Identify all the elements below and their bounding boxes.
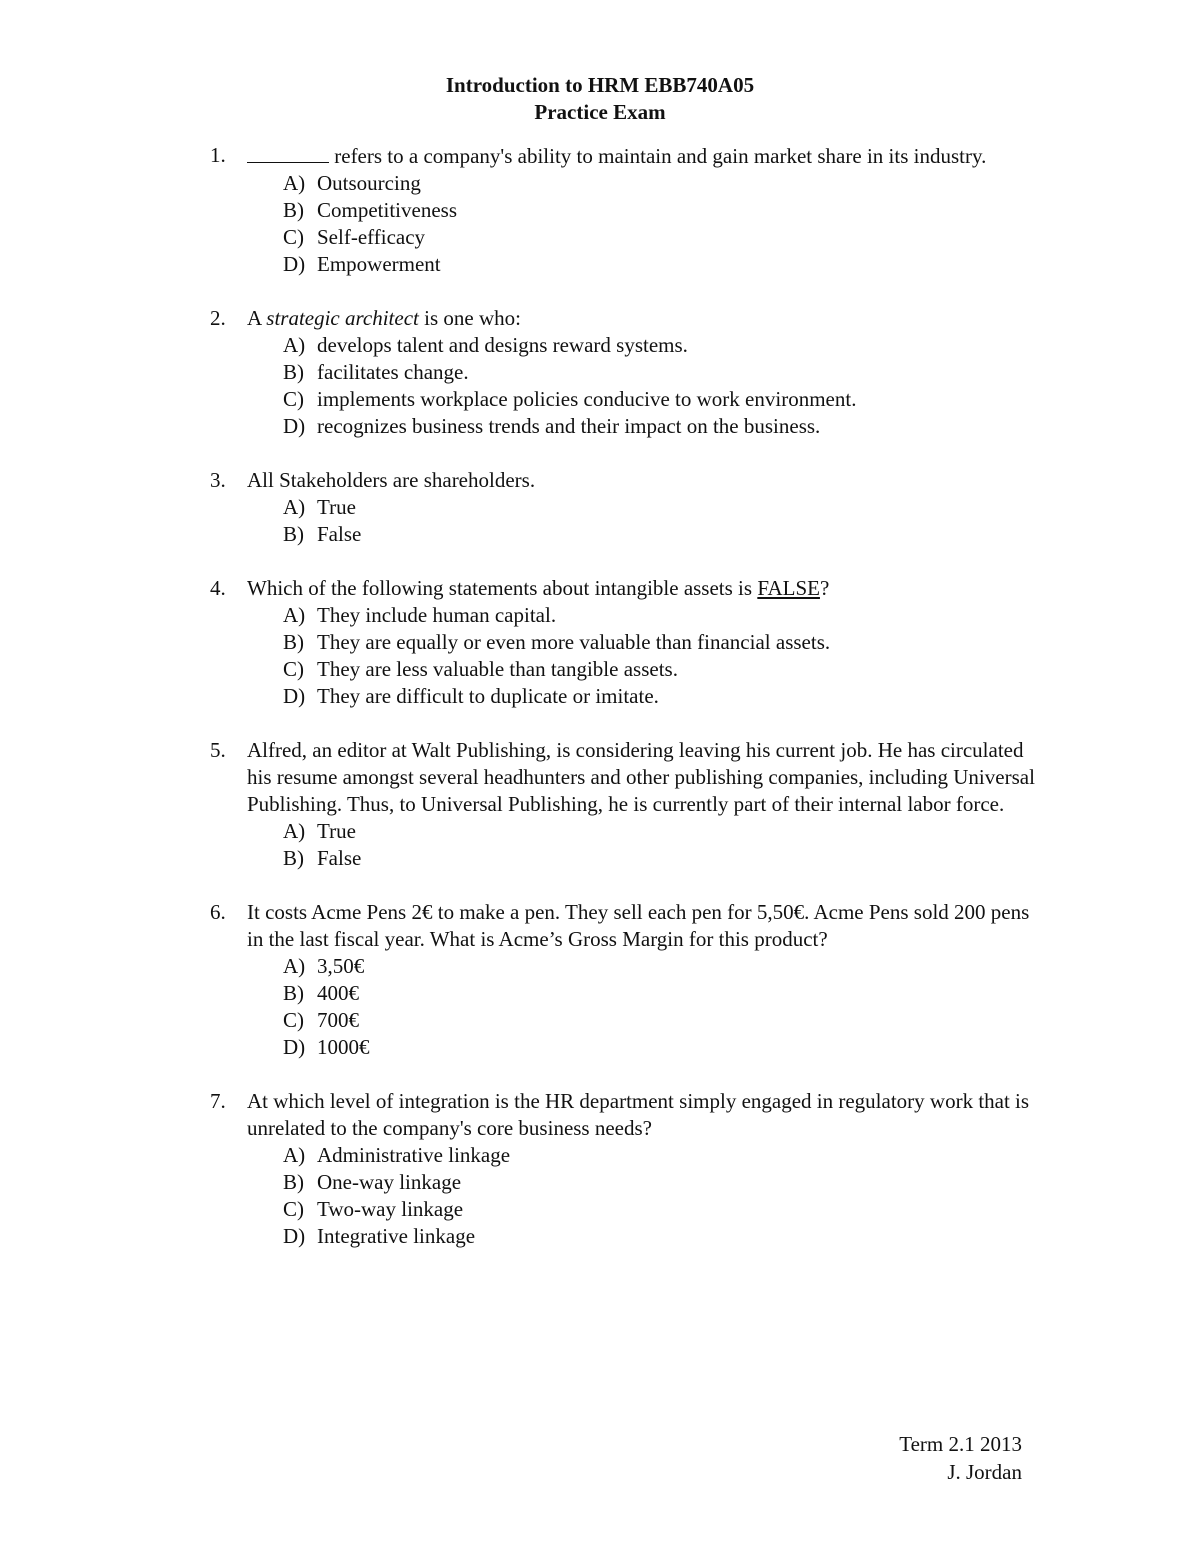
option-letter: B): [283, 198, 304, 222]
question-7: [210, 1088, 1040, 1250]
option-letter: D): [283, 252, 306, 276]
question-list: [210, 142, 1040, 1277]
question-text: At which level of integration is the HR department simply engaged in regulatory work that is unrelated to the company's core business needs?: [247, 1089, 1030, 1140]
question-text: [247, 575, 1040, 602]
option-text: facilitates change.: [317, 360, 469, 384]
option-c: [283, 1007, 1040, 1034]
option-c: [283, 386, 1040, 413]
question-1: [210, 142, 1040, 278]
option-text: They are equally or even more valuable than financial assets.: [317, 630, 831, 654]
option-text: implements workplace policies conducive to work environment.: [317, 387, 857, 411]
question-text-part: refers to a company's ability to maintain and gain market share in its industry.: [329, 144, 987, 168]
option-a: [283, 818, 1040, 845]
option-list: [247, 1142, 1040, 1250]
option-letter: D): [283, 1035, 306, 1059]
term-label: Term 2.1 2013: [899, 1432, 1022, 1456]
option-b: [283, 197, 1040, 224]
option-b: [283, 845, 1040, 872]
question-5: [210, 737, 1040, 872]
exam-title: Introduction to HRM EBB740A05: [445, 73, 755, 97]
option-b: [283, 521, 1040, 548]
option-letter: C): [283, 387, 304, 411]
question-number: 7.: [210, 1089, 226, 1113]
option-a: [283, 953, 1040, 980]
option-text: They are less valuable than tangible assets.: [317, 657, 678, 681]
option-letter: A): [283, 954, 306, 978]
option-text: Integrative linkage: [317, 1224, 476, 1248]
question-3: [210, 467, 1040, 548]
option-a: [283, 602, 1040, 629]
option-text: True: [317, 495, 356, 519]
question-text-part: is one who:: [418, 306, 521, 330]
option-d: [283, 1223, 1040, 1250]
option-list: [247, 170, 1040, 278]
exam-subtitle: Practice Exam: [534, 100, 666, 124]
option-letter: D): [283, 1224, 306, 1248]
option-text: True: [317, 819, 356, 843]
question-text-italic: strategic architect: [266, 306, 419, 330]
option-text: False: [317, 522, 362, 546]
option-text: One-way linkage: [317, 1170, 462, 1194]
option-list: [247, 494, 1040, 548]
question-text-part: A: [247, 306, 267, 330]
option-text: 400€: [317, 981, 359, 1005]
option-text: recognizes business trends and their impact on the business.: [317, 414, 821, 438]
author-name: J. Jordan: [947, 1460, 1022, 1484]
option-a: [283, 1142, 1040, 1169]
option-letter: C): [283, 1197, 304, 1221]
option-letter: B): [283, 1170, 304, 1194]
question-number: 3.: [210, 468, 226, 492]
option-text: Outsourcing: [317, 171, 421, 195]
option-letter: A): [283, 819, 306, 843]
question-2: [210, 305, 1040, 440]
exam-footer: [899, 1430, 1022, 1486]
option-b: [283, 359, 1040, 386]
option-letter: B): [283, 846, 304, 870]
question-text: Alfred, an editor at Walt Publishing, is considering leaving his current job. He has circulated his resume amongst several headhunters and other publishing companies, including Universal Publishing. Thus, to Universal Publishing, he is currently part of their internal labor force.: [247, 738, 1035, 816]
option-a: [283, 494, 1040, 521]
question-text-part: Which of the following statements about intangible assets is: [247, 576, 758, 600]
option-list: [247, 953, 1040, 1061]
option-list: [247, 818, 1040, 872]
option-text: 700€: [317, 1008, 359, 1032]
option-letter: A): [283, 333, 306, 357]
option-text: Administrative linkage: [317, 1143, 511, 1167]
option-text: Empowerment: [317, 252, 441, 276]
option-list: [247, 602, 1040, 710]
question-6: [210, 899, 1040, 1061]
option-text: 3,50€: [317, 954, 365, 978]
option-c: [283, 1196, 1040, 1223]
option-letter: B): [283, 981, 304, 1005]
option-letter: D): [283, 684, 306, 708]
question-number: 6.: [210, 900, 226, 924]
option-text: Two-way linkage: [317, 1197, 464, 1221]
question-text: [247, 142, 1040, 170]
option-letter: C): [283, 657, 304, 681]
question-number: 1.: [210, 143, 226, 167]
option-a: [283, 170, 1040, 197]
option-d: [283, 683, 1040, 710]
option-text: False: [317, 846, 362, 870]
option-letter: A): [283, 603, 306, 627]
option-letter: D): [283, 414, 306, 438]
option-text: Self-efficacy: [317, 225, 426, 249]
question-text-underlined: FALSE: [757, 576, 820, 600]
option-b: [283, 629, 1040, 656]
option-d: [283, 251, 1040, 278]
exam-header: [0, 72, 1200, 126]
option-b: [283, 980, 1040, 1007]
option-text: They include human capital.: [317, 603, 557, 627]
option-text: Competitiveness: [317, 198, 457, 222]
option-text: They are difficult to duplicate or imitate.: [317, 684, 659, 708]
option-letter: A): [283, 171, 306, 195]
option-letter: B): [283, 630, 304, 654]
option-b: [283, 1169, 1040, 1196]
question-4: [210, 575, 1040, 710]
option-letter: A): [283, 1143, 306, 1167]
option-text: 1000€: [317, 1035, 370, 1059]
option-d: [283, 1034, 1040, 1061]
question-number: 5.: [210, 738, 226, 762]
option-c: [283, 224, 1040, 251]
question-text: All Stakeholders are shareholders.: [247, 468, 536, 492]
option-d: [283, 413, 1040, 440]
question-number: 2.: [210, 306, 226, 330]
question-text: [247, 305, 1040, 332]
question-text: It costs Acme Pens 2€ to make a pen. They sell each pen for 5,50€. Acme Pens sold 200 pens in the last fiscal year. What is Acme’s Gross Margin for this product?: [247, 900, 1030, 951]
option-letter: A): [283, 495, 306, 519]
question-number: 4.: [210, 576, 226, 600]
option-text: develops talent and designs reward systems.: [317, 333, 688, 357]
option-list: [247, 332, 1040, 440]
option-letter: C): [283, 225, 304, 249]
option-letter: C): [283, 1008, 304, 1032]
question-text-part: ?: [819, 576, 830, 600]
option-a: [283, 332, 1040, 359]
option-c: [283, 656, 1040, 683]
option-letter: B): [283, 360, 304, 384]
option-letter: B): [283, 522, 304, 546]
answer-blank: [247, 142, 329, 163]
